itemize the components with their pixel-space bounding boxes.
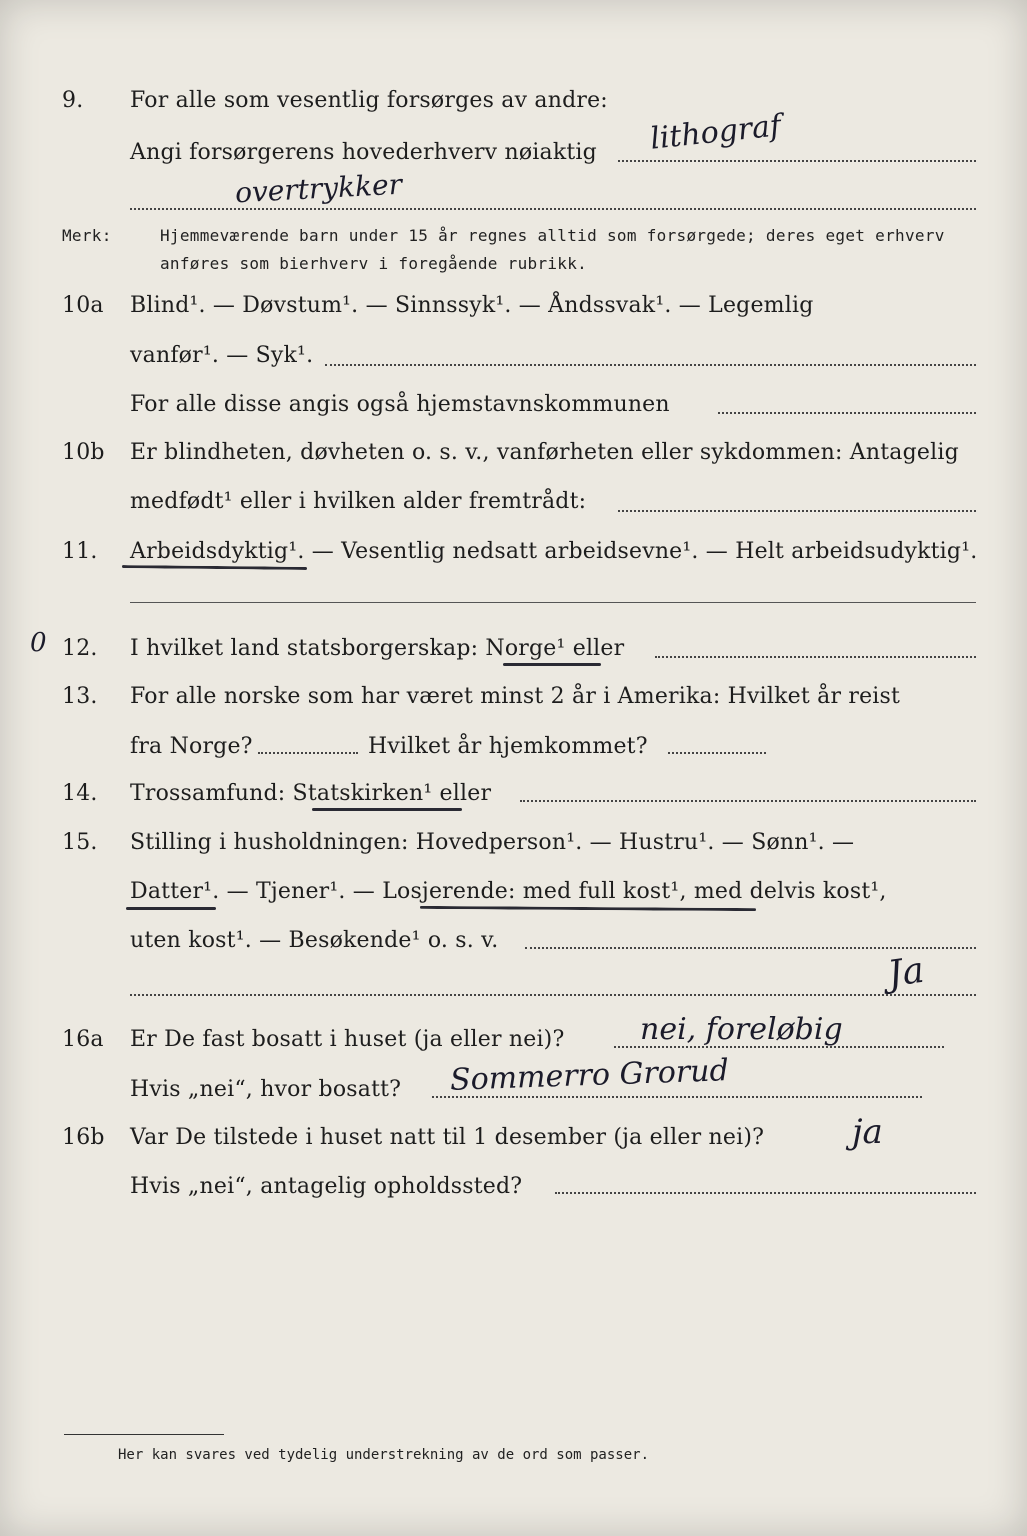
- q13-text-line1: For alle norske som har været minst 2 år i Amerika: Hvilket år reist: [130, 684, 901, 709]
- q16b-text-line2: Hvis „nei“, antagelig opholdssted?: [130, 1174, 523, 1199]
- q11-text-line1: Arbeidsdyktig¹. — Vesentlig nedsatt arbeidsevne¹. — Helt arbeidsudyktig¹.: [130, 539, 978, 564]
- footnote-rule: [64, 1434, 224, 1435]
- q16a-answer1: nei, foreløbig: [640, 1012, 843, 1047]
- q11-underline-arbeidsdyktig: [122, 565, 307, 570]
- q11-answer-line: [130, 602, 976, 603]
- q9-answer-line1: [618, 160, 976, 162]
- q10b-number: 10b: [62, 440, 105, 465]
- q15-text-line2: Datter¹. — Tjener¹. — Losjerende: med full kost¹, med delvis kost¹,: [130, 879, 887, 904]
- q16b-number: 16b: [62, 1125, 105, 1150]
- q15-text-line1: Stilling i husholdningen: Hovedperson¹. — Hustru¹. — Sønn¹. —: [130, 830, 855, 855]
- q10a-text-line2: vanfør¹. — Syk¹.: [130, 343, 314, 368]
- q10a-text-line3: For alle disse angis også hjemstavnskommunen: [130, 392, 670, 417]
- q10a-hjemstavn-line: [718, 412, 976, 414]
- q13-reist-line: [258, 752, 358, 754]
- q9-text-line2: Angi forsørgerens hovederhverv nøiaktig: [130, 140, 597, 165]
- q15-number: 15.: [62, 830, 98, 855]
- q16b-answer-line2: [555, 1192, 976, 1194]
- q16a-text-line2: Hvis „nei“, hvor bosatt?: [130, 1077, 402, 1102]
- q13-hjemkommet-line: [668, 752, 766, 754]
- q10b-text-line1: Er blindheten, døvheten o. s. v., vanførheten eller sykdommen: Antagelig: [130, 440, 959, 465]
- q15-answer-line1: [525, 947, 976, 949]
- q15-text-line3: uten kost¹. — Besøkende¹ o. s. v.: [130, 928, 499, 953]
- q16a-answer-line2: [432, 1096, 922, 1098]
- merk-text-line2: anføres som bierhverv i foregående rubrikk.: [160, 254, 588, 273]
- q10a-number: 10a: [62, 293, 104, 318]
- q16b-text-line1: Var De tilstede i huset natt til 1 desember (ja eller nei)?: [130, 1125, 765, 1150]
- merk-text-line1: Hjemmeværende barn under 15 år regnes alltid som forsørgede; deres eget erhverv: [160, 226, 945, 245]
- q15-answer-line2: [130, 994, 976, 996]
- q13-text-line2b: Hvilket år hjemkommet?: [368, 734, 648, 759]
- q15-underline-datter: [126, 907, 216, 910]
- q9-answer1: lithograf: [648, 108, 783, 157]
- q16b-answer1: ja: [852, 1112, 883, 1152]
- q13-text-line2a: fra Norge?: [130, 734, 253, 759]
- q12-number: 12.: [62, 636, 98, 661]
- q14-number: 14.: [62, 781, 98, 806]
- q11-number: 11.: [62, 539, 98, 564]
- q14-text-line1: Trossamfund: Statskirken¹ eller: [130, 781, 492, 806]
- q16a-answer2: Sommerro Grorud: [449, 1053, 730, 1098]
- footnote-text: Her kan svares ved tydelig understrekning av de ord som passer.: [118, 1447, 650, 1463]
- q9-answer2: overtrykker: [234, 167, 403, 210]
- q12-margin-mark: 0: [30, 628, 47, 658]
- q15-underline-losjerende: [420, 906, 756, 911]
- q10a-answer-line: [325, 364, 976, 366]
- q16a-text-line1: Er De fast bosatt i huset (ja eller nei)?: [130, 1027, 565, 1052]
- q13-number: 13.: [62, 684, 98, 709]
- q12-underline-norge: [503, 663, 601, 666]
- q16a-number: 16a: [62, 1027, 104, 1052]
- q10b-text-line2: medfødt¹ eller i hvilken alder fremtrådt:: [130, 489, 587, 514]
- q9-text-line1: For alle som vesentlig forsørges av andre:: [130, 88, 608, 113]
- q10b-answer-line: [618, 510, 976, 512]
- merk-label: Merk:: [62, 226, 112, 245]
- q9-number: 9.: [62, 88, 84, 113]
- q14-answer-line: [520, 800, 976, 802]
- q9-answer-line2: [130, 208, 976, 210]
- q14-underline-statskirken: [312, 808, 462, 811]
- q12-answer-line: [655, 656, 976, 658]
- q12-text-line1: I hvilket land statsborgerskap: Norge¹ eller: [130, 636, 625, 661]
- q10a-text-line1: Blind¹. — Døvstum¹. — Sinnssyk¹. — Åndssvak¹. — Legemlig: [130, 293, 814, 318]
- q15-answer: Ja: [885, 949, 927, 996]
